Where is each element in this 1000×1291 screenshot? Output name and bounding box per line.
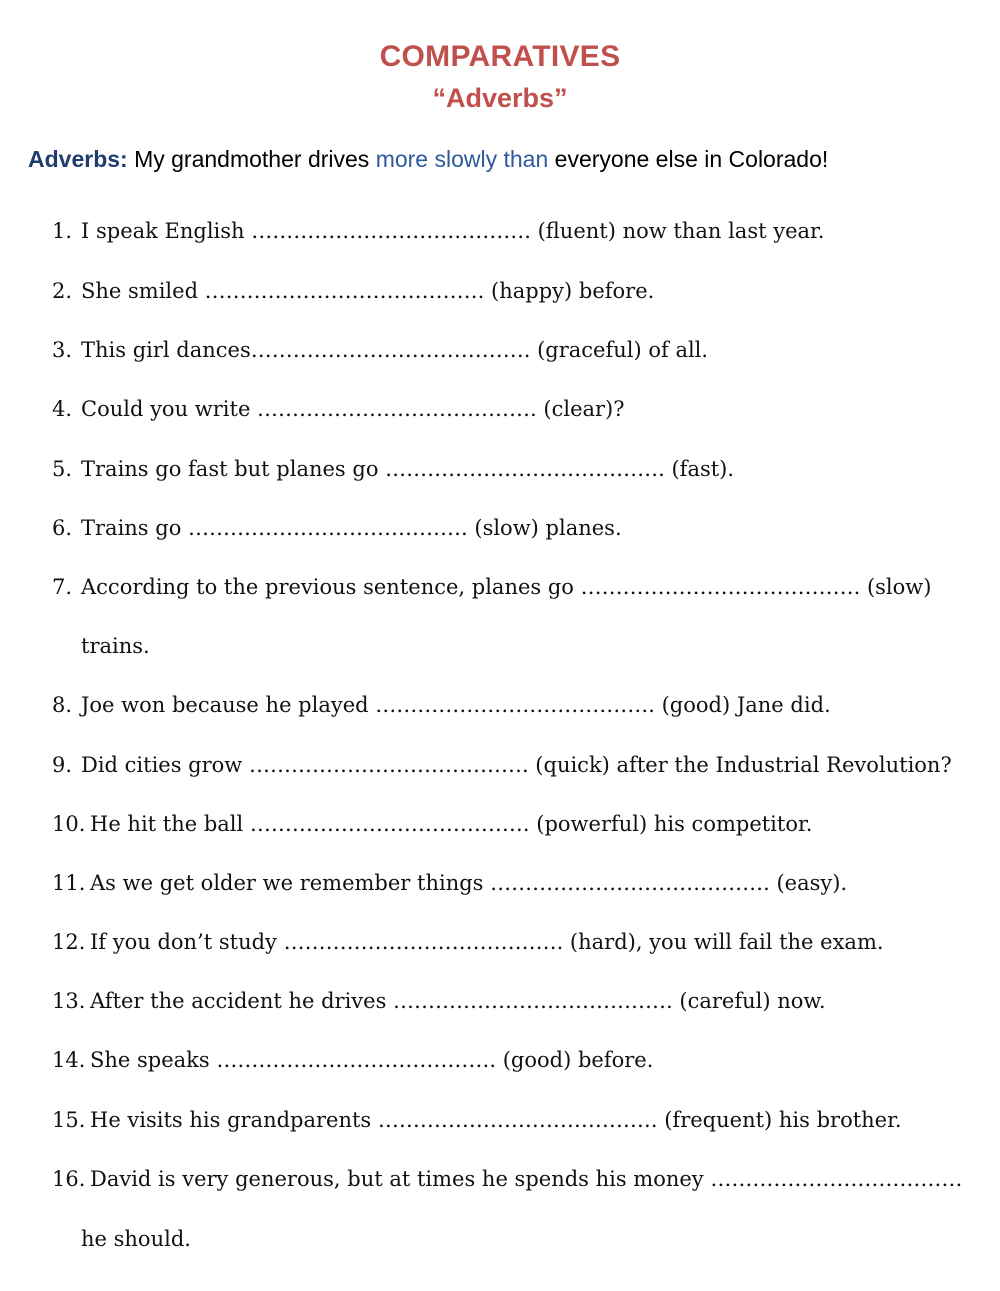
exercise-item: 14. She speaks …………………………………. (good) before. (52, 1048, 654, 1072)
exercise-text: She speaks …………………………………. (good) before. (90, 1048, 654, 1072)
intro-label: Adverbs: (28, 146, 128, 172)
exercise-item: 15. He visits his grandparents …………………………………. (frequent) his brother. (52, 1108, 902, 1132)
exercise-item: 4. Could you write …………………………………. (clear)? (52, 397, 625, 421)
exercise-text: If you don’t study …………………………………. (hard), you will fail the exam. (90, 930, 884, 954)
exercise-item: 6. Trains go …………………………………. (slow) planes. (52, 516, 622, 540)
exercise-text: He hit the ball …………………………………. (powerful) his competitor. (90, 812, 813, 836)
intro-text-before: My grandmother drives (127, 146, 376, 172)
exercise-item: 13. After the accident he drives …………………………………. (careful) now. (52, 989, 826, 1013)
exercise-text: After the accident he drives …………………………………. (careful) now. (90, 989, 826, 1013)
exercise-item: 8. Joe won because he played …………………………………. (good) Jane did. (52, 693, 831, 717)
intro-highlight: more slowly than (375, 146, 549, 172)
exercise-text: I speak English …………………………………. (fluent) now than last year. (81, 219, 825, 243)
exercise-text: This girl dances…………………………………. (graceful) of all. (81, 338, 709, 362)
intro-example (28, 146, 828, 173)
exercise-text: Joe won because he played …………………………………. (good) Jane did. (81, 693, 831, 717)
exercise-text: According to the previous sentence, planes go …………………………………. (slow) (81, 575, 932, 599)
exercise-text: He visits his grandparents …………………………………. (frequent) his brother. (90, 1108, 902, 1132)
exercise-item: 7. According to the previous sentence, planes go …………………………………. (slow) (52, 575, 932, 599)
exercise-text: Could you write …………………………………. (clear)? (81, 397, 625, 421)
exercise-item: 16. David is very generous, but at times he spends his money ……………………………… (52, 1167, 963, 1191)
exercise-text: Did cities grow …………………………………. (quick) after the Industrial Revolution? (81, 753, 952, 777)
page-title: COMPARATIVES (379, 40, 621, 73)
exercise-continuation: he should. (81, 1227, 191, 1251)
exercise-item: 1. I speak English …………………………………. (fluent) now than last year. (52, 219, 825, 243)
exercise-item: 10. He hit the ball …………………………………. (powerful) his competitor. (52, 812, 813, 836)
exercise-continuation: trains. (81, 634, 150, 658)
exercise-text: She smiled …………………………………. (happy) before. (81, 279, 655, 303)
exercise-item: 3. This girl dances…………………………………. (graceful) of all. (52, 338, 709, 362)
exercise-text: Trains go fast but planes go …………………………………. (fast). (81, 457, 735, 481)
exercise-text: As we get older we remember things …………………………………. (easy). (90, 871, 848, 895)
exercise-text: David is very generous, but at times he spends his money ……………………………… (90, 1167, 963, 1191)
exercise-item: 2. She smiled …………………………………. (happy) before. (52, 279, 655, 303)
exercise-item: 5. Trains go fast but planes go …………………………………. (fast). (52, 457, 735, 481)
intro-text-after: everyone else in Colorado! (548, 146, 829, 172)
exercise-item: 11. As we get older we remember things …………………………………. (easy). (52, 871, 848, 895)
exercise-item: 9. Did cities grow …………………………………. (quick) after the Industrial Revolution? (52, 753, 952, 777)
exercise-text: Trains go …………………………………. (slow) planes. (81, 516, 622, 540)
page-subtitle: “Adverbs” (432, 83, 568, 113)
exercise-item: 12. If you don’t study …………………………………. (hard), you will fail the exam. (52, 930, 884, 954)
